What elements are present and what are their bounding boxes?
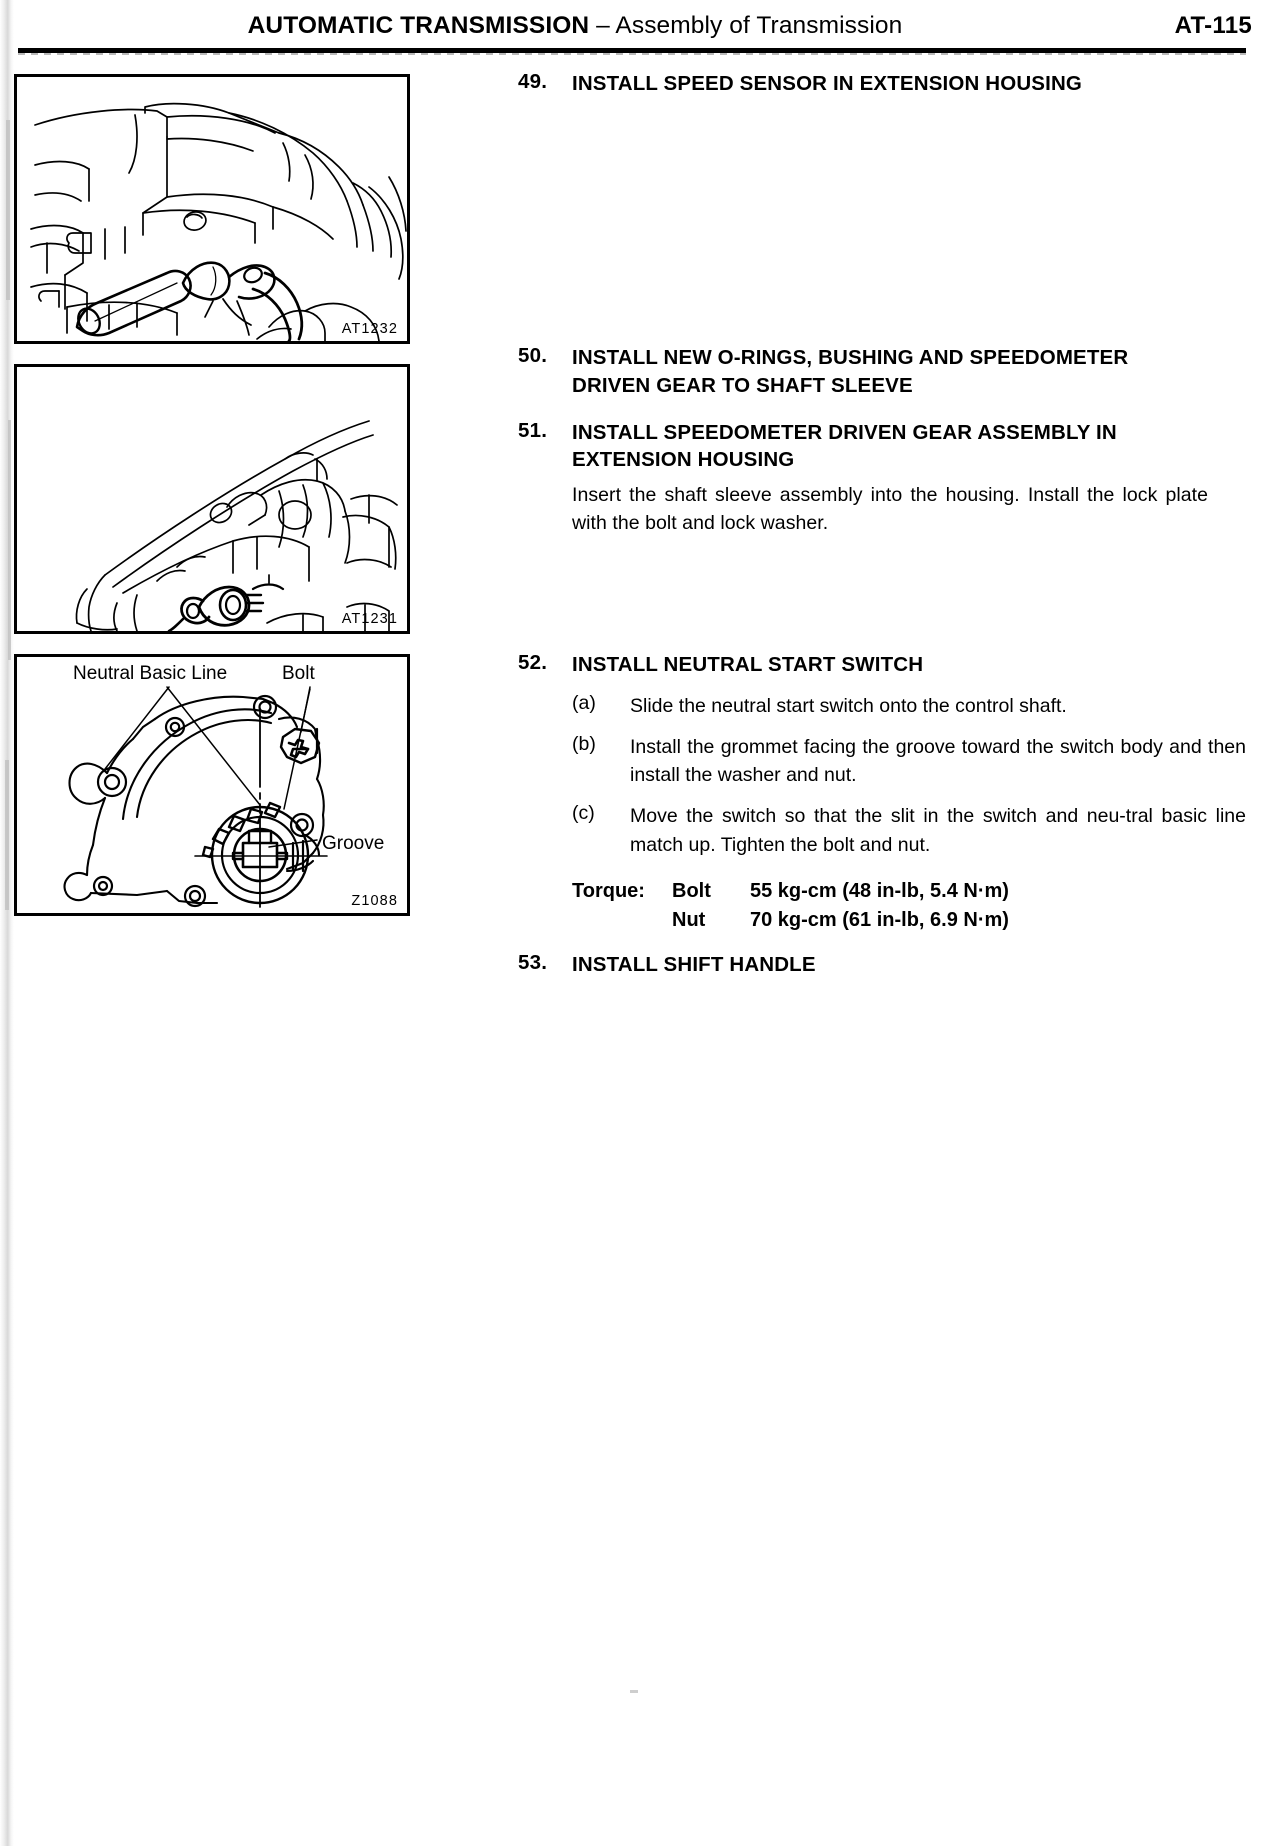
substep-b-text: Install the grommet facing the groove toward the switch body and then install the washer and nut. [630, 736, 1246, 787]
figure-neutral-start-switch [14, 654, 410, 916]
torque-spec-block [572, 877, 1246, 935]
step-53-number: 53. [518, 950, 548, 974]
step-50 [518, 344, 1246, 399]
page-title-subsection: Assembly of Transmission [615, 12, 903, 39]
figure-speed-sensor [14, 74, 410, 344]
callout-neutral-basic-line: Neutral Basic Line [73, 663, 228, 684]
spacer [518, 399, 1246, 419]
spacer [518, 97, 1246, 344]
callout-bolt: Bolt [282, 663, 315, 684]
spacer [518, 935, 1246, 951]
page-header [0, 0, 1280, 52]
step-50-title-line2: DRIVEN GEAR TO SHAFT SLEEVE [572, 373, 913, 397]
torque-value-nut: 70 kg-cm (61 in-lb, 6.9 N·m) [750, 908, 1009, 931]
substep-c-label: (c) [572, 802, 595, 825]
step-49-title: INSTALL SPEED SENSOR IN EXTENSION HOUSING [572, 72, 1082, 95]
substep-c-text: Move the switch so that the slit in the switch and neu-tral basic line match up. Tighten the bolt and nut. [630, 805, 1246, 856]
step-52 [518, 651, 1246, 935]
header-rule [18, 48, 1246, 53]
scan-speck [6, 120, 10, 300]
page-title [0, 12, 1150, 40]
step-51-title-line2: EXTENSION HOUSING [572, 448, 795, 471]
step-51-title [572, 419, 1117, 474]
figure-speedometer-driven-gear [14, 364, 410, 634]
figure-code: AT1232 [341, 321, 398, 337]
neutral-start-switch-illustration [17, 657, 407, 913]
torque-part-bolt: Bolt [672, 879, 711, 902]
step-51-title-line1: INSTALL SPEEDOMETER DRIVEN GEAR ASSEMBLY IN [572, 420, 1117, 444]
step-49-number: 49. [518, 70, 548, 93]
substep-b [518, 733, 1246, 789]
torque-row-nut [572, 906, 1246, 935]
step-51-number: 51. [518, 418, 548, 442]
substep-c [518, 802, 1246, 858]
step-52-title: INSTALL NEUTRAL START SWITCH [572, 653, 924, 676]
page-title-section: AUTOMATIC TRANSMISSION [247, 12, 590, 39]
instruction-column [518, 70, 1246, 978]
step-50-title-line1: INSTALL NEW O-RINGS, BUSHING AND SPEEDOMETER [572, 346, 1129, 370]
substep-a [518, 692, 1246, 720]
scan-speck [5, 760, 9, 910]
scan-speck [8, 420, 11, 660]
torque-label: Torque: [572, 879, 645, 902]
scan-speck [630, 1690, 638, 1693]
step-52-number: 52. [518, 651, 548, 674]
torque-part-nut: Nut [672, 908, 706, 931]
page-title-dash: – [589, 12, 616, 39]
torque-label-spacer [572, 906, 672, 935]
step-51 [518, 419, 1246, 538]
substep-b-label: (b) [572, 733, 596, 756]
step-50-number: 50. [518, 344, 548, 368]
step-53-title: INSTALL SHIFT HANDLE [572, 952, 816, 976]
step-53 [518, 951, 1246, 978]
figure-code: AT1231 [341, 611, 398, 627]
spacer [518, 538, 1246, 651]
speed-sensor-illustration [17, 77, 407, 341]
substep-a-label: (a) [572, 692, 596, 715]
speedometer-gear-illustration [17, 367, 407, 631]
step-49 [518, 70, 1246, 97]
figure-code: Z1088 [351, 893, 398, 909]
torque-row-bolt [572, 877, 1246, 906]
page-number: AT-115 [1174, 12, 1252, 39]
substep-a-text: Slide the neutral start switch onto the control shaft. [630, 695, 1067, 718]
callout-groove: Groove [322, 833, 385, 854]
step-50-title [572, 344, 1128, 399]
step-51-body: Insert the shaft sleeve assembly into the housing. Install the lock plate with the bolt and lock washer. [572, 484, 1208, 535]
torque-value-bolt: 55 kg-cm (48 in-lb, 5.4 N·m) [750, 879, 1009, 902]
